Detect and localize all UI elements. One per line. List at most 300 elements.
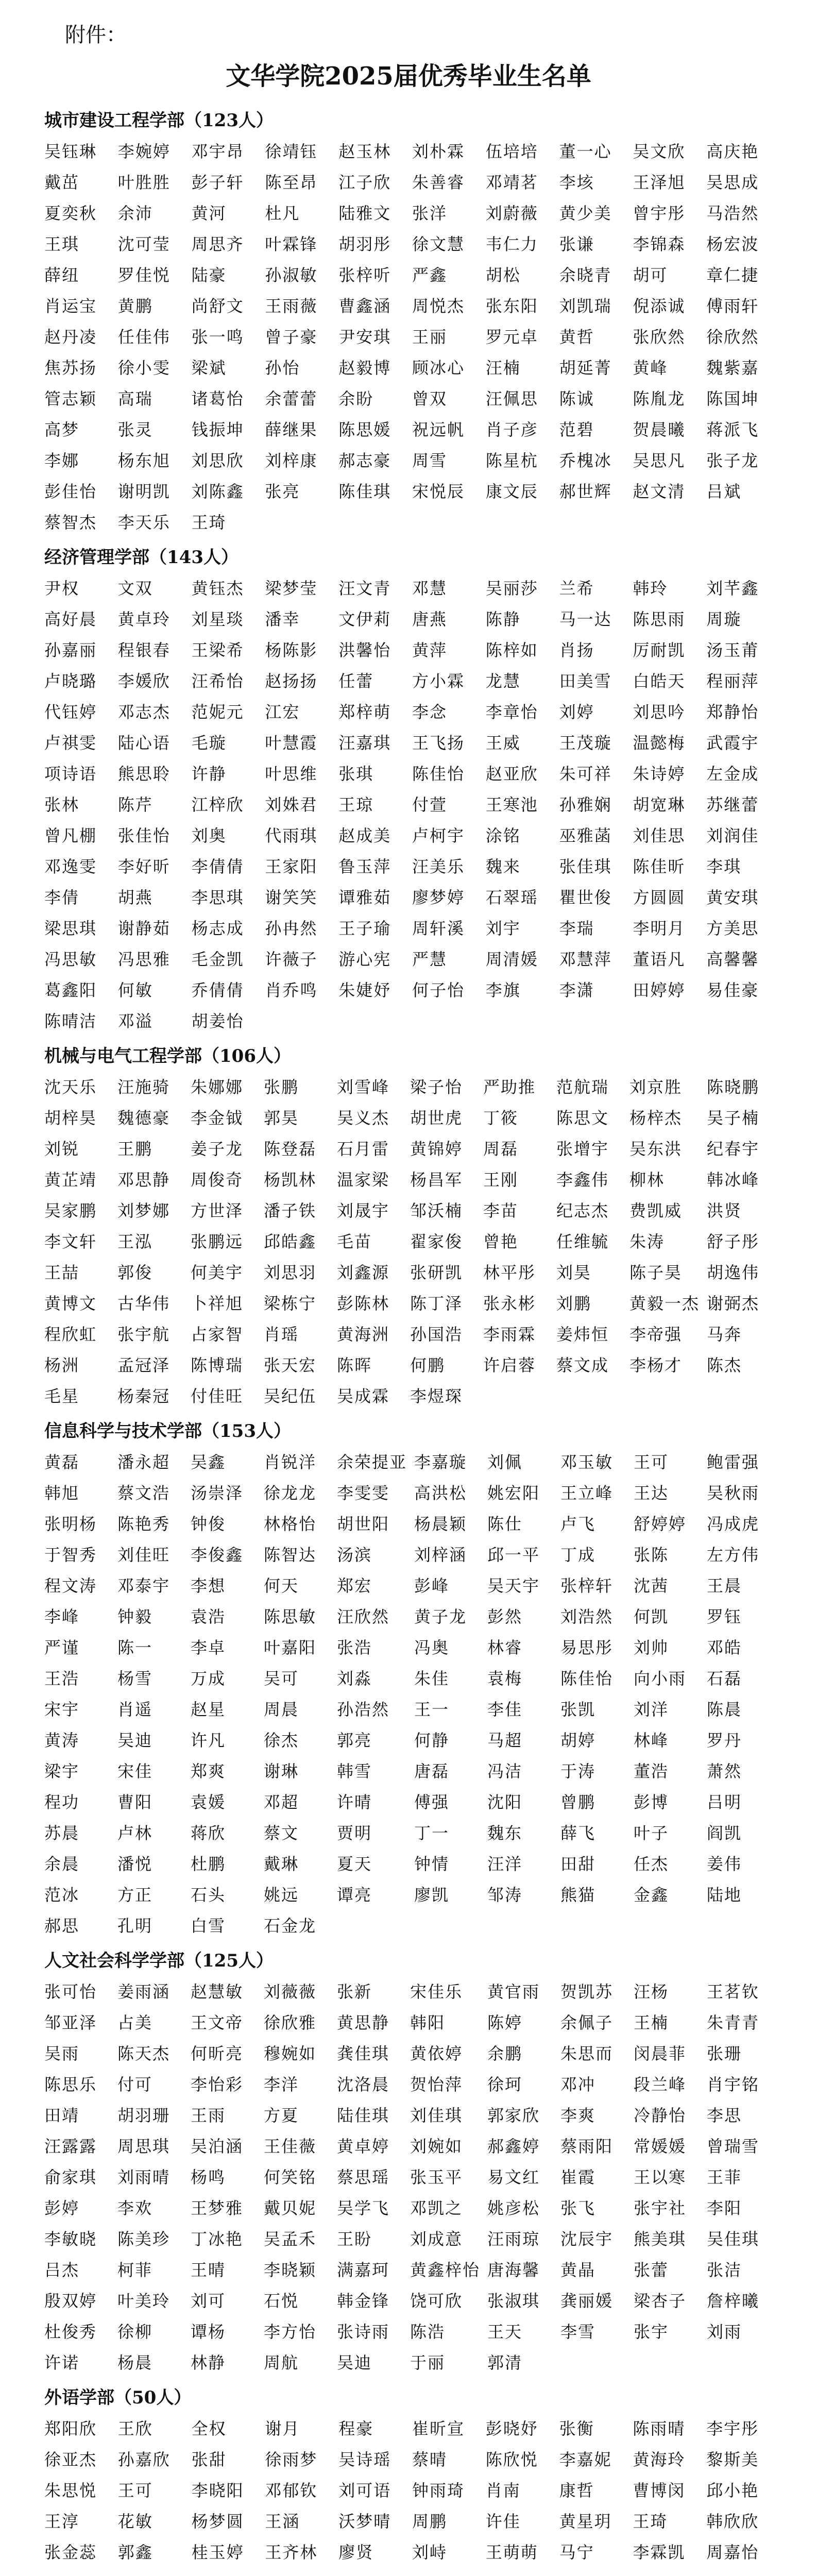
student-name: 郭俊 <box>117 1263 152 1282</box>
student-name: 魏德豪 <box>117 1108 170 1128</box>
student-name: 易文红 <box>487 2167 540 2187</box>
student-name: 洪贤 <box>707 1201 742 1221</box>
student-name: 左金成 <box>706 764 759 784</box>
student-name: 汪嘉琪 <box>338 733 392 753</box>
student-name: 王琪 <box>44 234 80 254</box>
student-name: 于涛 <box>560 1761 596 1781</box>
student-name: 何昕亮 <box>190 2044 243 2063</box>
student-name: 赵慧敏 <box>190 1982 243 2002</box>
student-name: 袁浩 <box>190 1607 226 1626</box>
student-name: 吴成霖 <box>336 1386 389 1406</box>
student-name: 蔡文 <box>263 1823 299 1843</box>
student-name: 肖子彦 <box>485 420 538 439</box>
student-name: 高好晨 <box>44 609 97 629</box>
student-name: 温家梁 <box>336 1170 389 1190</box>
student-name: 林静 <box>190 2353 226 2372</box>
student-name: 梁子怡 <box>410 1077 463 1097</box>
student-name: 沈阳 <box>487 1792 523 1812</box>
student-name: 王文帝 <box>190 2013 243 2032</box>
student-name: 程文涛 <box>44 1576 97 1596</box>
student-name: 胡羽彤 <box>338 234 392 254</box>
student-name: 方美思 <box>706 919 759 938</box>
student-name: 陈佳怡 <box>560 1669 614 1688</box>
student-name: 马宁 <box>559 2543 594 2562</box>
student-name: 谢明凯 <box>117 482 171 501</box>
student-name: 周思齐 <box>191 234 244 254</box>
student-name: 钟毅 <box>117 1607 152 1626</box>
student-name: 叶慧霞 <box>265 733 318 753</box>
student-name: 林平彤 <box>483 1263 536 1282</box>
student-name: 王鹏 <box>117 1139 152 1159</box>
student-name: 张明杨 <box>44 1514 97 1534</box>
student-name: 韩阳 <box>410 2013 445 2032</box>
student-name: 范碧 <box>559 420 594 439</box>
student-name: 许启蓉 <box>483 1355 536 1375</box>
student-name: 陈子昊 <box>629 1263 682 1282</box>
student-name: 唐海馨 <box>487 2260 540 2280</box>
student-name: 张子龙 <box>706 451 759 470</box>
student-name: 薛飞 <box>560 1823 596 1843</box>
student-name: 范航瑞 <box>556 1077 609 1097</box>
student-name: 叶胜胜 <box>117 173 171 192</box>
student-name: 刘姝君 <box>265 795 318 815</box>
student-name: 柳林 <box>629 1170 665 1190</box>
student-name: 陈梓如 <box>485 640 538 660</box>
student-name: 刘锐 <box>44 1139 80 1159</box>
student-name: 洪馨怡 <box>338 640 392 660</box>
student-name: 王梁希 <box>191 640 244 660</box>
student-name: 余晓青 <box>559 265 612 285</box>
student-name: 宋宇 <box>44 1700 80 1719</box>
student-name: 徐文慧 <box>412 234 465 254</box>
student-name: 刘奥 <box>191 826 227 845</box>
student-name: 曾鹏 <box>560 1792 596 1812</box>
student-name: 朱娜娜 <box>190 1077 243 1097</box>
student-name: 王立峰 <box>560 1483 614 1503</box>
student-name: 严谨 <box>44 1638 80 1657</box>
student-name: 胡逸伟 <box>707 1263 760 1282</box>
student-name: 郭鑫 <box>117 2543 153 2562</box>
student-name: 周清媛 <box>485 950 538 969</box>
student-name: 王淳 <box>44 2512 80 2531</box>
student-name: 沈天乐 <box>44 1077 97 1097</box>
student-name: 杜俊秀 <box>44 2322 97 2342</box>
student-name: 董浩 <box>634 1761 669 1781</box>
student-name: 丁成 <box>560 1545 596 1565</box>
student-name: 于丽 <box>410 2353 445 2372</box>
student-name: 刘淼 <box>336 1669 372 1688</box>
student-name: 严鑫 <box>412 265 448 285</box>
student-name: 李晓阳 <box>191 2481 244 2500</box>
student-name: 王茂璇 <box>559 733 612 753</box>
student-name: 向小雨 <box>634 1669 687 1688</box>
student-name: 姜雨涵 <box>117 1982 170 2002</box>
student-name: 戴茁 <box>44 173 80 192</box>
student-name: 邓超 <box>263 1792 299 1812</box>
student-name: 李明月 <box>633 919 686 938</box>
student-name: 满嘉珂 <box>336 2260 389 2280</box>
student-name: 吴东洪 <box>629 1139 682 1159</box>
student-name: 苏晨 <box>44 1823 80 1843</box>
student-name: 何美宇 <box>190 1263 243 1282</box>
student-name: 张梓听 <box>338 265 392 285</box>
student-name: 乔槐冰 <box>559 451 612 470</box>
student-name: 汪希怡 <box>191 671 244 691</box>
student-name: 焦苏扬 <box>44 358 97 378</box>
student-name: 左方伟 <box>707 1545 760 1565</box>
student-name: 王晨 <box>707 1576 742 1596</box>
student-name: 郑阳欣 <box>44 2419 97 2438</box>
student-name: 占家智 <box>190 1325 243 1344</box>
student-name: 李帝强 <box>629 1325 682 1344</box>
student-name: 彭博 <box>634 1792 669 1812</box>
student-name: 李旗 <box>485 980 521 1000</box>
student-name: 罗钰 <box>707 1607 742 1626</box>
student-name: 张金蕊 <box>44 2543 97 2562</box>
student-name: 黄少美 <box>559 204 612 223</box>
student-name: 王雨 <box>190 2106 226 2125</box>
student-name: 王琦 <box>191 513 227 532</box>
student-name: 余蕾蕾 <box>265 389 318 409</box>
student-name: 郝志豪 <box>338 451 392 470</box>
section-heading: 信息科学与技术学部（153人） <box>44 1421 291 1442</box>
student-name: 杜鹏 <box>190 1854 226 1874</box>
student-name: 张鹏远 <box>190 1232 243 1251</box>
student-name: 田婷婷 <box>633 980 686 1000</box>
student-name: 黄哲 <box>559 327 594 347</box>
student-name: 王寒池 <box>485 795 538 815</box>
student-name: 韩金锋 <box>336 2291 389 2311</box>
student-name: 李雨霖 <box>483 1325 536 1344</box>
student-name: 刘晟宇 <box>336 1201 389 1221</box>
student-name: 赵扬扬 <box>265 671 318 691</box>
student-name: 曾艳 <box>483 1232 518 1251</box>
student-name: 高洪松 <box>414 1483 467 1503</box>
student-name: 李卓 <box>190 1638 226 1657</box>
student-name: 饶可欣 <box>410 2291 463 2311</box>
student-name: 张甜 <box>191 2450 227 2469</box>
student-name: 吴义杰 <box>336 1108 389 1128</box>
sections-container <box>44 105 773 2576</box>
student-name: 贺晨曦 <box>633 420 686 439</box>
student-name: 朱思悦 <box>44 2481 97 2500</box>
student-name: 黄海玲 <box>633 2450 686 2469</box>
student-name: 王梦雅 <box>190 2198 243 2218</box>
student-name: 潘幸 <box>265 609 300 629</box>
student-name: 王楠 <box>634 2013 669 2032</box>
student-name: 吴迪 <box>336 2353 372 2372</box>
student-name: 李欢 <box>117 2198 152 2218</box>
student-name: 蒋派飞 <box>706 420 759 439</box>
student-name: 王佳薇 <box>263 2137 316 2156</box>
student-name: 赵玉林 <box>338 142 392 161</box>
student-name: 叶子 <box>634 1823 669 1843</box>
student-name: 刘浩然 <box>560 1607 614 1626</box>
student-name: 段兰峰 <box>634 2075 687 2094</box>
student-name: 孔明 <box>117 1916 152 1936</box>
name-list <box>44 1072 773 1412</box>
student-name: 张洁 <box>707 2260 742 2280</box>
student-name: 文双 <box>117 579 153 598</box>
student-name: 尚舒文 <box>191 296 244 316</box>
student-name: 李垓 <box>559 173 594 192</box>
student-name: 朱涛 <box>629 1232 665 1251</box>
student-name: 徐小雯 <box>117 358 171 378</box>
student-name: 冯思雅 <box>117 950 171 969</box>
student-name: 郭家欣 <box>487 2106 540 2125</box>
student-name: 胡羽珊 <box>117 2106 170 2125</box>
student-name: 郝鑫婷 <box>487 2137 540 2156</box>
student-name: 黄卓婷 <box>336 2137 389 2156</box>
student-name: 李嘉璇 <box>414 1452 467 1472</box>
student-name: 徐柳 <box>117 2322 152 2342</box>
student-name: 张宇社 <box>634 2198 687 2218</box>
student-name: 王威 <box>485 733 521 753</box>
student-name: 郝世辉 <box>559 482 612 501</box>
student-name: 毛苗 <box>336 1232 372 1251</box>
student-name: 王以寒 <box>634 2167 687 2187</box>
student-name: 何子怡 <box>412 980 465 1000</box>
student-name: 巫雅菡 <box>559 826 612 845</box>
student-name: 陈佳琪 <box>338 482 392 501</box>
student-name: 李洋 <box>263 2075 299 2094</box>
student-name: 谭亮 <box>336 1885 372 1905</box>
student-name: 白雪 <box>190 1916 226 1936</box>
student-name: 吕明 <box>707 1792 742 1812</box>
student-name: 钱振坤 <box>191 420 244 439</box>
student-name: 余荣提亚 <box>336 1452 407 1472</box>
student-name: 康哲 <box>559 2481 594 2500</box>
student-name: 李想 <box>190 1576 226 1596</box>
student-name: 于智秀 <box>44 1545 97 1565</box>
student-name: 张洋 <box>412 204 448 223</box>
student-name: 沈洛晨 <box>336 2075 389 2094</box>
student-name: 吴鑫 <box>190 1452 226 1472</box>
student-name: 黄官雨 <box>487 1982 540 2002</box>
student-name: 张陈 <box>634 1545 669 1565</box>
student-name: 丁冰艳 <box>190 2229 243 2249</box>
student-name: 肖乔鸣 <box>265 980 318 1000</box>
student-name: 邓泰宇 <box>117 1576 170 1596</box>
student-name: 刘可语 <box>338 2481 392 2500</box>
student-name: 周晨 <box>263 1700 299 1719</box>
student-name: 李思琪 <box>191 888 244 907</box>
student-name: 范冰 <box>44 1885 80 1905</box>
student-name: 吴文欣 <box>633 142 686 161</box>
student-name: 张衡 <box>559 2419 594 2438</box>
student-name: 黄子龙 <box>414 1607 467 1626</box>
student-name: 梁思琪 <box>44 919 97 938</box>
student-name: 李鑫伟 <box>556 1170 609 1190</box>
name-list <box>44 1447 773 1941</box>
student-name: 吴丽莎 <box>485 579 538 598</box>
student-name: 胡姜怡 <box>191 1011 244 1031</box>
student-name: 刘佳琪 <box>410 2106 463 2125</box>
student-name: 卢林 <box>117 1823 152 1843</box>
student-name: 陈智达 <box>263 1545 316 1565</box>
student-name: 李煜琛 <box>410 1386 463 1406</box>
student-name: 薛继果 <box>265 420 318 439</box>
student-name: 梁栋宁 <box>263 1294 316 1313</box>
student-name: 曾双 <box>412 389 448 409</box>
student-name: 肖锐洋 <box>263 1452 316 1472</box>
name-list <box>44 136 773 538</box>
student-name: 刘梓康 <box>265 451 318 470</box>
student-name: 徐杰 <box>263 1731 299 1750</box>
student-name: 诸葛怡 <box>191 389 244 409</box>
student-name: 高梦 <box>44 420 80 439</box>
student-name: 卢柯宇 <box>412 826 465 845</box>
student-name: 张玉平 <box>410 2167 463 2187</box>
student-name: 方世泽 <box>190 1201 243 1221</box>
student-name: 王涵 <box>265 2512 300 2531</box>
student-name: 吴家鹏 <box>44 1201 97 1221</box>
student-name: 杨东旭 <box>117 451 171 470</box>
student-name: 陈思文 <box>556 1108 609 1128</box>
student-name: 程银春 <box>117 640 171 660</box>
student-name: 刘洋 <box>634 1700 669 1719</box>
student-name: 朱可祥 <box>559 764 612 784</box>
student-name: 王达 <box>634 1483 669 1503</box>
student-name: 梁杏子 <box>634 2291 687 2311</box>
student-name: 彭峰 <box>414 1576 450 1596</box>
student-name: 廖凯 <box>414 1885 450 1905</box>
student-name: 胡梓昊 <box>44 1108 97 1128</box>
student-name: 胡延菁 <box>559 358 612 378</box>
student-name: 陈诚 <box>559 389 594 409</box>
student-name: 卢祺雯 <box>44 733 97 753</box>
student-name: 王齐林 <box>265 2543 318 2562</box>
student-name: 邓冲 <box>560 2075 596 2094</box>
student-name: 詹梓曦 <box>707 2291 760 2311</box>
student-name: 杨洲 <box>44 1355 80 1375</box>
student-name: 张研凯 <box>410 1263 463 1282</box>
student-name: 丁一 <box>414 1823 450 1843</box>
student-name: 刘宇 <box>485 919 521 938</box>
student-name: 钟雨琦 <box>412 2481 465 2500</box>
student-name: 石头 <box>190 1885 226 1905</box>
student-name: 郭昊 <box>263 1108 299 1128</box>
student-name: 游心宪 <box>338 950 392 969</box>
student-name: 余晨 <box>44 1854 80 1874</box>
student-name: 李天乐 <box>117 513 171 532</box>
student-name: 古华伟 <box>117 1294 170 1313</box>
student-name: 冯奥 <box>414 1638 450 1657</box>
student-name: 李杨才 <box>629 1355 682 1375</box>
student-name: 刘思羽 <box>263 1263 316 1282</box>
student-name: 孙浩然 <box>336 1700 389 1719</box>
student-name: 李阳 <box>707 2198 742 2218</box>
student-name: 肖运宝 <box>44 296 97 316</box>
student-name: 毛星 <box>44 1386 80 1406</box>
student-name: 宋佳 <box>117 1761 152 1781</box>
student-name: 徐龙龙 <box>263 1483 316 1503</box>
student-name: 冯洁 <box>487 1761 523 1781</box>
student-name: 邓皓 <box>707 1638 742 1657</box>
student-name: 周航 <box>263 2353 299 2372</box>
section-heading: 经济管理学部（143人） <box>44 547 239 568</box>
student-name: 顾冰心 <box>412 358 465 378</box>
student-name: 赵毅博 <box>338 358 392 378</box>
student-name: 戴琳 <box>263 1854 299 1874</box>
student-name: 汪洋 <box>487 1854 523 1874</box>
student-name: 占美 <box>117 2013 152 2032</box>
student-name: 萧然 <box>707 1761 742 1781</box>
student-name: 刘京胜 <box>629 1077 682 1097</box>
student-name: 彭晓妤 <box>485 2419 538 2438</box>
student-name: 孙淑敏 <box>265 265 318 285</box>
student-name: 唐燕 <box>412 609 448 629</box>
student-name: 谢月 <box>265 2419 300 2438</box>
student-name: 刘朴霖 <box>412 142 465 161</box>
student-name: 吴钰琳 <box>44 142 97 161</box>
student-name: 田美雪 <box>559 671 612 691</box>
attachment-label: 附件： <box>65 23 127 47</box>
student-name: 费凯威 <box>629 1201 682 1221</box>
student-name: 邓逸雯 <box>44 857 97 876</box>
student-name: 陈思乐 <box>44 2075 97 2094</box>
student-name: 蔡文浩 <box>117 1483 170 1503</box>
student-name: 李金钺 <box>190 1108 243 1128</box>
student-name: 许诺 <box>44 2353 80 2372</box>
student-name: 闵晨菲 <box>634 2044 687 2063</box>
student-name: 余盼 <box>338 389 374 409</box>
student-name: 贺凯苏 <box>560 1982 614 2002</box>
student-name: 余佩子 <box>560 2013 614 2032</box>
student-name: 张宇航 <box>117 1325 170 1344</box>
student-name: 魏来 <box>485 857 521 876</box>
student-name: 江子欣 <box>338 173 392 192</box>
student-name: 章仁捷 <box>706 265 759 285</box>
student-name: 胡燕 <box>117 888 153 907</box>
student-name: 徐雨梦 <box>265 2450 318 2469</box>
student-name: 张天宏 <box>263 1355 316 1375</box>
student-name: 文伊莉 <box>338 609 392 629</box>
student-name: 张灵 <box>117 420 153 439</box>
student-name: 刘佳思 <box>633 826 686 845</box>
student-name: 吴学飞 <box>336 2198 389 2218</box>
student-name: 鲍雷强 <box>707 1452 760 1472</box>
student-name: 彭陈林 <box>336 1294 389 1313</box>
student-name: 郑爽 <box>190 1761 226 1781</box>
student-name: 贾明 <box>336 1823 372 1843</box>
student-name: 张佳琪 <box>559 857 612 876</box>
student-name: 郭亮 <box>336 1731 372 1750</box>
student-name: 曾子豪 <box>265 327 318 347</box>
student-name: 董一心 <box>559 142 612 161</box>
student-name: 郑宏 <box>336 1576 372 1596</box>
student-name: 钟俊 <box>190 1514 226 1534</box>
student-name: 陈至昂 <box>265 173 318 192</box>
student-name: 李嘉妮 <box>559 2450 612 2469</box>
student-name: 任杰 <box>634 1854 669 1874</box>
student-name: 汪施骑 <box>117 1077 170 1097</box>
student-name: 吴佳琪 <box>707 2229 760 2249</box>
student-name: 熊美琪 <box>634 2229 687 2249</box>
student-name: 钟情 <box>414 1854 450 1874</box>
student-name: 伍培培 <box>485 142 538 161</box>
student-name: 黄芷靖 <box>44 1170 97 1190</box>
student-name: 李琪 <box>706 857 742 876</box>
student-name: 何静 <box>414 1731 450 1750</box>
section-heading: 城市建设工程学部（123人） <box>44 110 274 131</box>
student-name: 代钰婷 <box>44 702 97 722</box>
student-name: 杨昌军 <box>410 1170 463 1190</box>
student-name: 高庆艳 <box>706 142 759 161</box>
student-name: 孙冉然 <box>265 919 318 938</box>
student-name: 刘佳旺 <box>117 1545 170 1565</box>
student-name: 龚丽媛 <box>560 2291 614 2311</box>
